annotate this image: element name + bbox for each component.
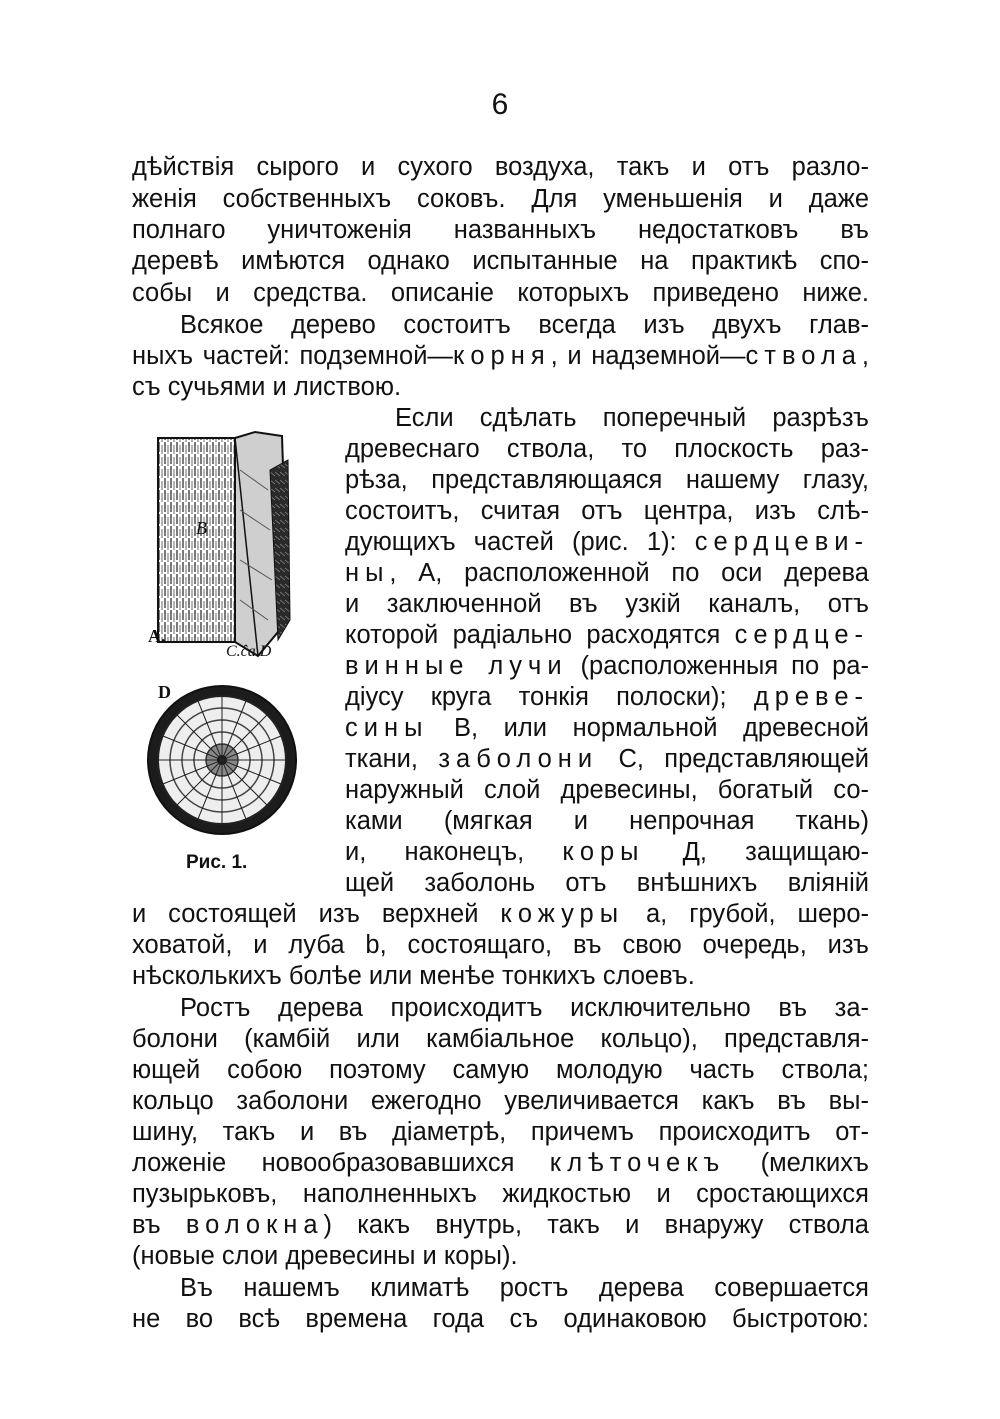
text-line: и заключенной въ узкій каналъ, отъ	[345, 590, 869, 618]
text-line: и состоящей изъ верхней кожуры а, грубой, шеро-	[132, 900, 869, 928]
text-line: собы и средства. описаніе которыхъ приведено ниже.	[132, 279, 869, 307]
text-line: болони (камбій или камбіальное кольцо), представля-	[132, 1025, 869, 1053]
text-line: пузырьковъ, наполненныхъ жидкостью и сростающихся	[132, 1180, 869, 1208]
text-line: деревѣ имѣются однако испытанные на практикѣ спо-	[132, 247, 869, 275]
text-line: и, наконецъ, коры Д, защищаю-	[345, 838, 870, 866]
text-line: діусу круга тонкія полоски); древе-	[345, 683, 869, 711]
figure-label-cad: C.ĉa D	[226, 643, 272, 660]
tree-illustration	[140, 430, 300, 850]
text-line: сины В, или нормальной древесной	[345, 714, 869, 742]
figure-label-a: A.	[148, 626, 166, 646]
text-line: дующихъ частей (рис. 1): сердцеви-	[345, 528, 869, 556]
text-line: шину, такъ и въ діаметрѣ, причемъ происходитъ от-	[132, 1118, 869, 1146]
text-line: нѣсколькихъ болѣе или менѣе тонкихъ слоевъ.	[132, 962, 695, 990]
text-line: съ сучьями и листвою.	[132, 373, 402, 401]
text-line: Ростъ дерева происходитъ исключительно въ за-	[180, 994, 869, 1022]
text-line: наружный слой древесины, богатый со-	[345, 776, 869, 804]
text-line: ткани, заболони С, представляющей	[345, 745, 869, 773]
page-number: 6	[491, 88, 509, 121]
figure-label-b: B	[196, 518, 207, 538]
text-line: полнаго уничтоженія названныхъ недостатковъ въ	[132, 216, 869, 244]
text-line: ны, А, расположенной по оси дерева	[345, 559, 869, 587]
text-line: Въ нашемъ климатѣ ростъ дерева совершается	[180, 1274, 869, 1302]
text-line: дѣйствія сырого и сухого воздуха, такъ и отъ разло-	[132, 153, 869, 181]
figure-tree-section	[140, 430, 300, 850]
text-line: щей заболонь отъ внѣшнихъ вліяній	[345, 869, 869, 897]
text-line: (новые слои древесины и коры).	[132, 1242, 518, 1270]
cross-section-drawing	[148, 686, 296, 834]
text-line: въ волокна) какъ внутрь, такъ и внаружу ствола	[132, 1211, 869, 1239]
text-line: рѣза, представляющаяся нашему глазу,	[345, 466, 869, 494]
log-segment-drawing	[158, 432, 290, 656]
text-line: Всякое дерево состоитъ всегда изъ двухъ глав-	[180, 311, 869, 339]
text-line: древеснаго ствола, то плоскость раз-	[345, 435, 869, 463]
text-line: ложеніе новообразовавшихся клѣточекъ (мелкихъ	[132, 1149, 869, 1177]
text-line: ховатой, и луба b, состоящаго, въ свою очередь, изъ	[132, 931, 869, 959]
text-line: кольцо заболони ежегодно увеличивается какъ въ вы-	[132, 1087, 869, 1115]
text-line: Если сдѣлать поперечный разрѣзъ	[395, 404, 869, 432]
text-line: женія собственныхъ соковъ. Для уменьшенія и даже	[132, 185, 869, 213]
text-line: состоитъ, считая отъ центра, изъ слѣ-	[345, 497, 869, 525]
text-line: ныхъ частей: подземной—корня, и надземной—ствола,	[132, 342, 869, 370]
text-line: которой радіально расходятся сердце-	[345, 621, 869, 649]
figure-caption: Рис. 1.	[186, 852, 248, 873]
text-line: не во всѣ времена года съ одинаковою быстротою:	[132, 1305, 869, 1333]
text-line: ющей собою поэтому самую молодую часть ствола;	[132, 1056, 869, 1084]
text-line: винные лучи (расположенныя по ра-	[345, 652, 869, 680]
text-line: ками (мягкая и непрочная ткань)	[345, 807, 869, 835]
figure-label-d: D	[158, 682, 171, 702]
